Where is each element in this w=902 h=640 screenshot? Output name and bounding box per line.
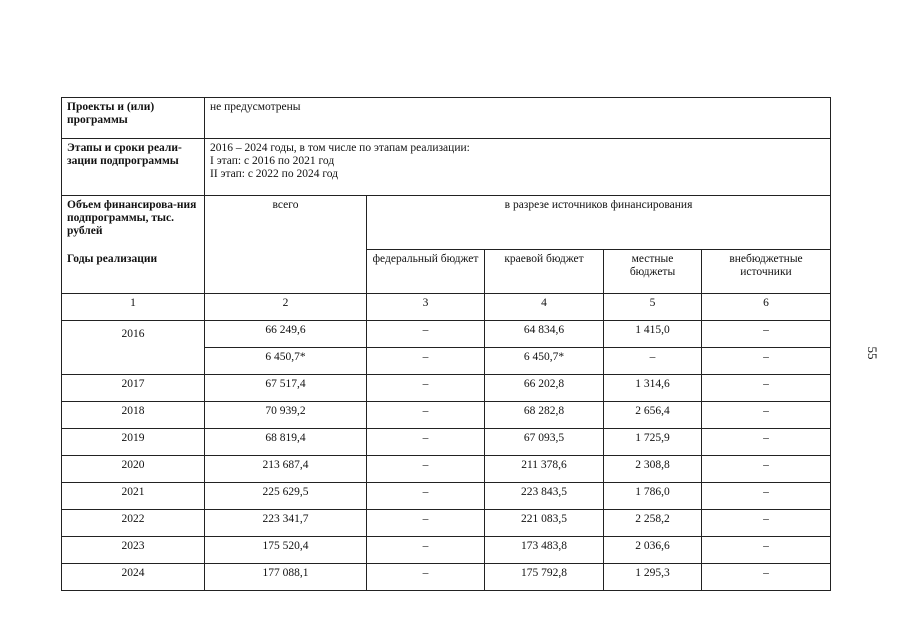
total-cell: 66 249,6	[205, 321, 367, 348]
col-number: 2	[205, 294, 367, 321]
stages-line: I этап: с 2016 по 2021 год	[210, 155, 335, 167]
projects-label: Проекты и (или) программы	[62, 98, 205, 139]
federal-cell: –	[367, 510, 485, 537]
page-number: 55	[865, 346, 880, 360]
local-cell: 2 036,6	[604, 537, 702, 564]
year-cell: 2024	[62, 564, 205, 591]
column-numbers-row	[62, 294, 831, 321]
funding-header-row-1	[62, 196, 831, 250]
funding-header-row-2	[62, 250, 831, 294]
federal-cell: –	[367, 483, 485, 510]
projects-row	[62, 98, 831, 139]
extra-cell: –	[702, 375, 831, 402]
federal-cell: –	[367, 321, 485, 348]
federal-cell: –	[367, 537, 485, 564]
local-cell: 1 295,3	[604, 564, 702, 591]
year-cell: 2018	[62, 402, 205, 429]
total-cell: 223 341,7	[205, 510, 367, 537]
total-cell: 225 629,5	[205, 483, 367, 510]
local-cell: 1 786,0	[604, 483, 702, 510]
year-cell: 2020	[62, 456, 205, 483]
table-row	[62, 456, 831, 483]
regional-cell: 68 282,8	[485, 402, 604, 429]
local-cell: 1 314,6	[604, 375, 702, 402]
table-row	[62, 564, 831, 591]
projects-value: не предусмотрены	[205, 98, 831, 139]
year-cell: 2021	[62, 483, 205, 510]
regional-cell: 221 083,5	[485, 510, 604, 537]
total-cell: 175 520,4	[205, 537, 367, 564]
stages-line: 2016 – 2024 годы, в том числе по этапам реализации:	[210, 142, 470, 154]
extra-cell: –	[702, 564, 831, 591]
extra-cell: –	[702, 402, 831, 429]
regional-cell: 173 483,8	[485, 537, 604, 564]
table-row	[62, 510, 831, 537]
table-row	[62, 321, 831, 348]
col-number: 5	[604, 294, 702, 321]
year-cell: 2016	[62, 321, 205, 375]
local-cell: –	[604, 348, 702, 375]
stages-value	[205, 139, 831, 196]
year-cell: 2017	[62, 375, 205, 402]
funding-label: Объем финансирова-ния подпрограммы, тыс. рублей	[62, 196, 205, 250]
total-header: всего	[205, 196, 367, 294]
table-row	[62, 537, 831, 564]
year-cell: 2019	[62, 429, 205, 456]
extra-cell: –	[702, 348, 831, 375]
col-number: 6	[702, 294, 831, 321]
sources-header: в разрезе источников финансирования	[367, 196, 831, 250]
regional-cell: 175 792,8	[485, 564, 604, 591]
regional-cell: 67 093,5	[485, 429, 604, 456]
federal-cell: –	[367, 402, 485, 429]
federal-cell: –	[367, 375, 485, 402]
col-federal-header: федеральный бюджет	[367, 250, 485, 294]
stages-label: Этапы и сроки реали-зации подпрограммы	[62, 139, 205, 196]
extra-cell: –	[702, 456, 831, 483]
local-cell: 1 725,9	[604, 429, 702, 456]
total-cell: 68 819,4	[205, 429, 367, 456]
local-cell: 2 258,2	[604, 510, 702, 537]
federal-cell: –	[367, 348, 485, 375]
regional-cell: 66 202,8	[485, 375, 604, 402]
regional-cell: 211 378,6	[485, 456, 604, 483]
subprogram-passport-table	[61, 97, 831, 591]
total-cell: 6 450,7*	[205, 348, 367, 375]
col-number: 3	[367, 294, 485, 321]
regional-cell: 223 843,5	[485, 483, 604, 510]
total-cell: 177 088,1	[205, 564, 367, 591]
col-number: 4	[485, 294, 604, 321]
regional-cell: 64 834,6	[485, 321, 604, 348]
total-cell: 67 517,4	[205, 375, 367, 402]
stages-line: II этап: с 2022 по 2024 год	[210, 168, 339, 180]
extra-cell: –	[702, 483, 831, 510]
col-regional-header: краевой бюджет	[485, 250, 604, 294]
extra-cell: –	[702, 537, 831, 564]
table-row	[62, 483, 831, 510]
col-number: 1	[62, 294, 205, 321]
years-label: Годы реализации	[62, 250, 205, 294]
extra-cell: –	[702, 429, 831, 456]
col-extra-header: внебюджетные источники	[702, 250, 831, 294]
federal-cell: –	[367, 429, 485, 456]
table-row	[62, 375, 831, 402]
federal-cell: –	[367, 456, 485, 483]
year-cell: 2023	[62, 537, 205, 564]
col-local-header: местные бюджеты	[604, 250, 702, 294]
regional-cell: 6 450,7*	[485, 348, 604, 375]
total-cell: 213 687,4	[205, 456, 367, 483]
total-cell: 70 939,2	[205, 402, 367, 429]
extra-cell: –	[702, 321, 831, 348]
local-cell: 1 415,0	[604, 321, 702, 348]
table-row	[62, 402, 831, 429]
local-cell: 2 308,8	[604, 456, 702, 483]
stages-row	[62, 139, 831, 196]
year-cell: 2022	[62, 510, 205, 537]
extra-cell: –	[702, 510, 831, 537]
federal-cell: –	[367, 564, 485, 591]
local-cell: 2 656,4	[604, 402, 702, 429]
table-row	[62, 429, 831, 456]
